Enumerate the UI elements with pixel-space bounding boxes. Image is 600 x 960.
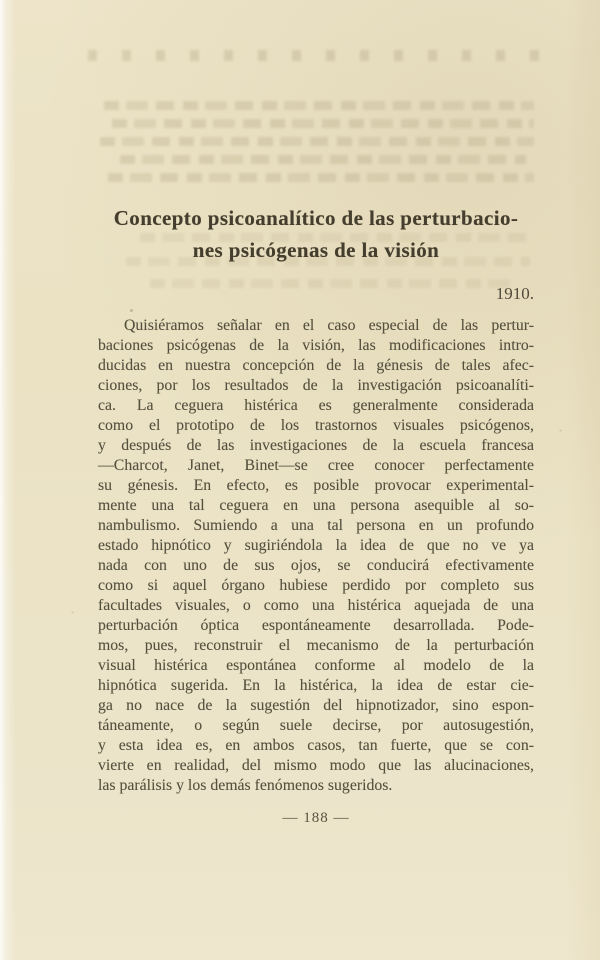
- bleedthrough-line: [104, 101, 534, 110]
- bleedthrough-line: [120, 155, 526, 164]
- text-line: las parálisis y los demás fenómenos sugeridos.: [98, 777, 393, 794]
- text-line: como si aquel órgano hubiese perdido por completo sus: [98, 577, 534, 594]
- text-line: ciones, por los resultados de la investigación psicoanalíti-: [98, 377, 534, 394]
- text-line: baciones psicógenas de la visión, las modificaciones intro-: [98, 337, 534, 354]
- text-line: como el prototipo de los trastornos visuales psicógenos,: [98, 417, 534, 434]
- text-line: vierte en realidad, del mismo modo que las alucinaciones,: [98, 757, 534, 774]
- bleedthrough-line: [112, 119, 534, 128]
- body-text: [98, 316, 534, 796]
- text-line: Quisiéramos señalar en el caso especial de las pertur-: [124, 317, 534, 334]
- page-number: — 188 —: [282, 810, 350, 826]
- bleedthrough-line: [108, 173, 534, 182]
- page-title-line-1: Concepto psicoanalítico de las perturbacio-: [113, 206, 519, 230]
- text-line: estado hipnótico y sugiriéndola la idea de que no ve ya: [98, 537, 534, 554]
- text-line: ga no nace de la sugestión del hipnotizador, sino espon-: [98, 697, 534, 714]
- text-line: perturbación óptica espontáneamente desarrollada. Pode-: [98, 617, 534, 634]
- text-line: facultades visuales, o como una histérica aquejada de una: [98, 597, 534, 614]
- text-line: y después de las investigaciones de la escuela francesa: [98, 437, 534, 454]
- text-line: y esta idea es, en ambos casos, tan fuerte, que se con-: [98, 737, 534, 754]
- bleedthrough-line: [100, 137, 534, 146]
- text-line: ducidas en nuestra concepción de la génesis de tales afec-: [98, 357, 534, 374]
- text-line: su génesis. En efecto, es posible provocar experimental-: [98, 477, 534, 494]
- page-title-line-2: nes psicógenas de la visión: [192, 238, 440, 262]
- text-line: hipnótica sugerida. En la histérica, la idea de estar cie-: [98, 677, 534, 694]
- text-line: ca. La ceguera histérica es generalmente considerada: [98, 397, 534, 414]
- text-line: nada con uno de sus ojos, se conducirá efectivamente: [98, 557, 534, 574]
- text-line: táneamente, o según suele decirse, por autosugestión,: [98, 717, 534, 734]
- text-line: mos, pues, reconstruir el mecanismo de la perturbación: [98, 637, 534, 654]
- page-title: [98, 202, 534, 266]
- text-line: mente una tal ceguera en una persona asequible al so-: [98, 497, 534, 514]
- text-line: —Charcot, Janet, Binet—se cree conocer perfectamente: [98, 457, 534, 474]
- paper-specks: [0, 0, 1, 1]
- text-line: visual histérica espontánea conforme al modelo de la: [98, 657, 534, 674]
- date-label: 1910.: [495, 284, 534, 303]
- text-line: nambulismo. Sumiendo a una tal persona en un profundo: [98, 517, 534, 534]
- bleedthrough-line: [88, 50, 540, 61]
